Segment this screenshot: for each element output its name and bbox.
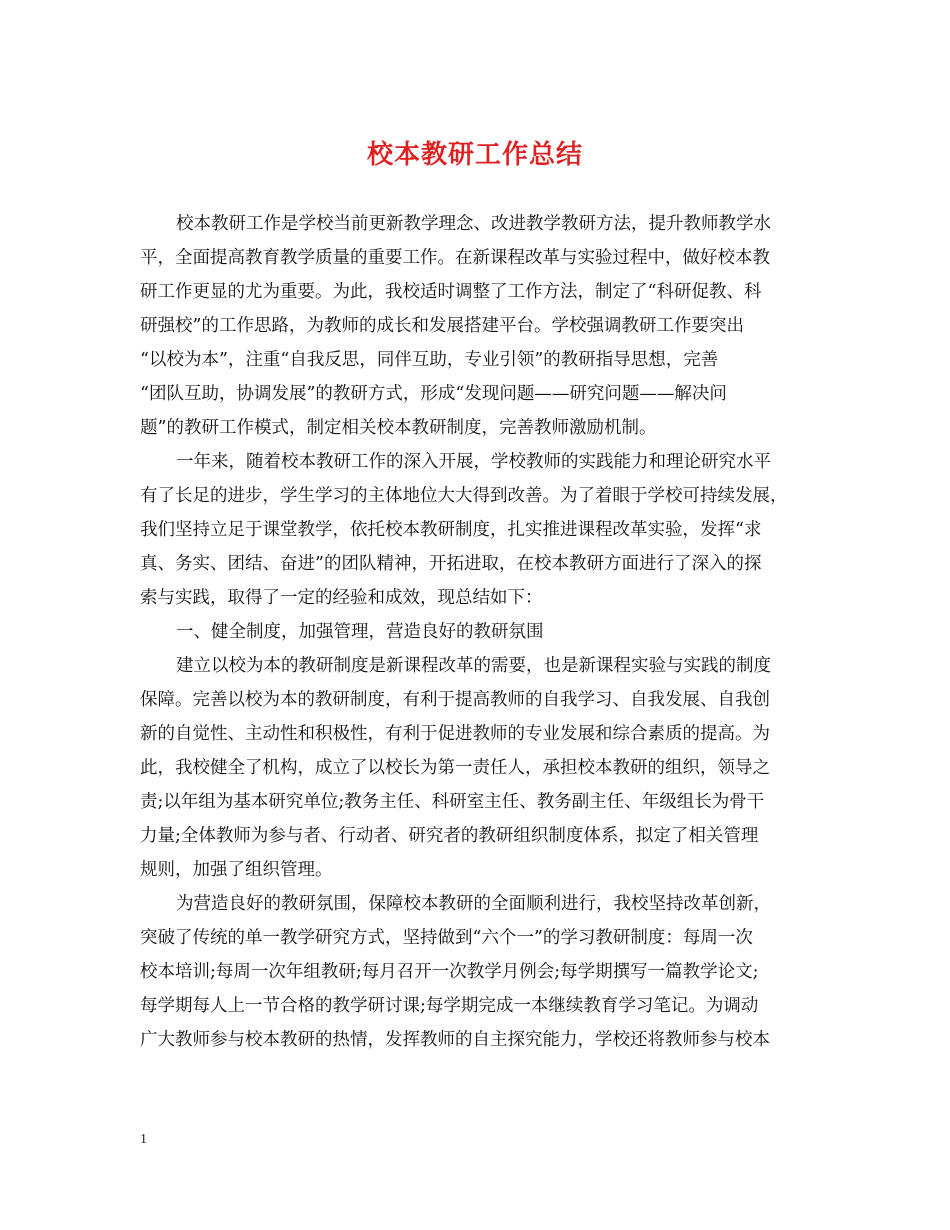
text-line: 有了长足的进步，学生学习的主体地位大大得到改善。为了着眼于学校可持续发展， <box>140 486 788 506</box>
text-line: 规则，加强了组织管理。 <box>140 860 333 880</box>
text-line: 真、务实、团结、奋进”的团队精神，开拓进取，在校本教研方面进行了深入的探 <box>140 554 762 574</box>
text-line: 平，全面提高教育教学质量的重要工作。在新课程改革与实验过程中，做好校本教 <box>140 248 770 268</box>
text-line: 研工作更显的尤为重要。为此，我校适时调整了工作方法，制定了“科研促教、科 <box>140 282 762 302</box>
text-line: “以校为本”，注重“自我反思，同伴互助，专业引领”的教研指导思想，完善 <box>140 350 719 370</box>
text-line: 一年来，随着校本教研工作的深入开展，学校教师的实践能力和理论研究水平 <box>176 452 771 472</box>
text-line: 责;以年组为基本研究单位;教务主任、科研室主任、教务副主任、年级组长为骨干 <box>140 792 765 812</box>
text-line: 力量;全体教师为参与者、行动者、研究者的教研组织制度体系，拟定了相关管理 <box>140 826 759 846</box>
document-body <box>140 207 815 1057</box>
text-line: 每学期每人上一节合格的教学研讨课;每学期完成一本继续教育学习笔记。为调动 <box>140 996 759 1016</box>
text-line: 广大教师参与校本教研的热情，发挥教师的自主探究能力，学校还将教师参与校本 <box>140 1030 770 1050</box>
text-line: 新的自觉性、主动性和积极性，有利于促进教师的专业发展和综合素质的提高。为 <box>140 724 770 744</box>
text-line: 索与实践，取得了一定的经验和成效，现总结如下： <box>140 588 543 608</box>
text-line: 校本培训;每周一次年组教研;每月召开一次教学月例会;每学期撰写一篇教学论文; <box>140 962 759 982</box>
text-line: 题”的教研工作模式，制定相关校本教研制度，完善教师激励机制。 <box>140 418 657 438</box>
text-line: 建立以校为本的教研制度是新课程改革的需要，也是新课程实验与实践的制度 <box>176 656 771 676</box>
text-line: “团队互助，协调发展”的教研方式，形成“发现问题——研究问题——解决问 <box>140 384 727 404</box>
section-heading: 一、健全制度，加强管理，营造良好的教研氛围 <box>176 622 544 642</box>
text-line: 研强校”的工作思路，为教师的成长和发展搭建平台。学校强调教研工作要突出 <box>140 316 744 336</box>
text-line: 我们坚持立足于课堂教学，依托校本教研制度，扎实推进课程改革实验，发挥“求 <box>140 520 762 540</box>
text-line: 为营造良好的教研氛围，保障校本教研的全面顺利进行，我校坚持改革创新， <box>176 894 771 914</box>
document-title: 校本教研工作总结 <box>366 140 583 170</box>
page-number: 1 <box>140 1132 147 1147</box>
text-line: 保障。完善以校为本的教研制度，有利于提高教师的自我学习、自我发展、自我创 <box>140 690 770 710</box>
text-line: 突破了传统的单一教学研究方式，坚持做到“六个一”的学习教研制度：每周一次 <box>140 928 753 948</box>
text-line: 校本教研工作是学校当前更新教学理念、改进教学教研方法，提升教师教学水 <box>176 214 771 234</box>
text-line: 此，我校健全了机构，成立了以校长为第一责任人，承担校本教研的组织，领导之 <box>140 758 770 778</box>
